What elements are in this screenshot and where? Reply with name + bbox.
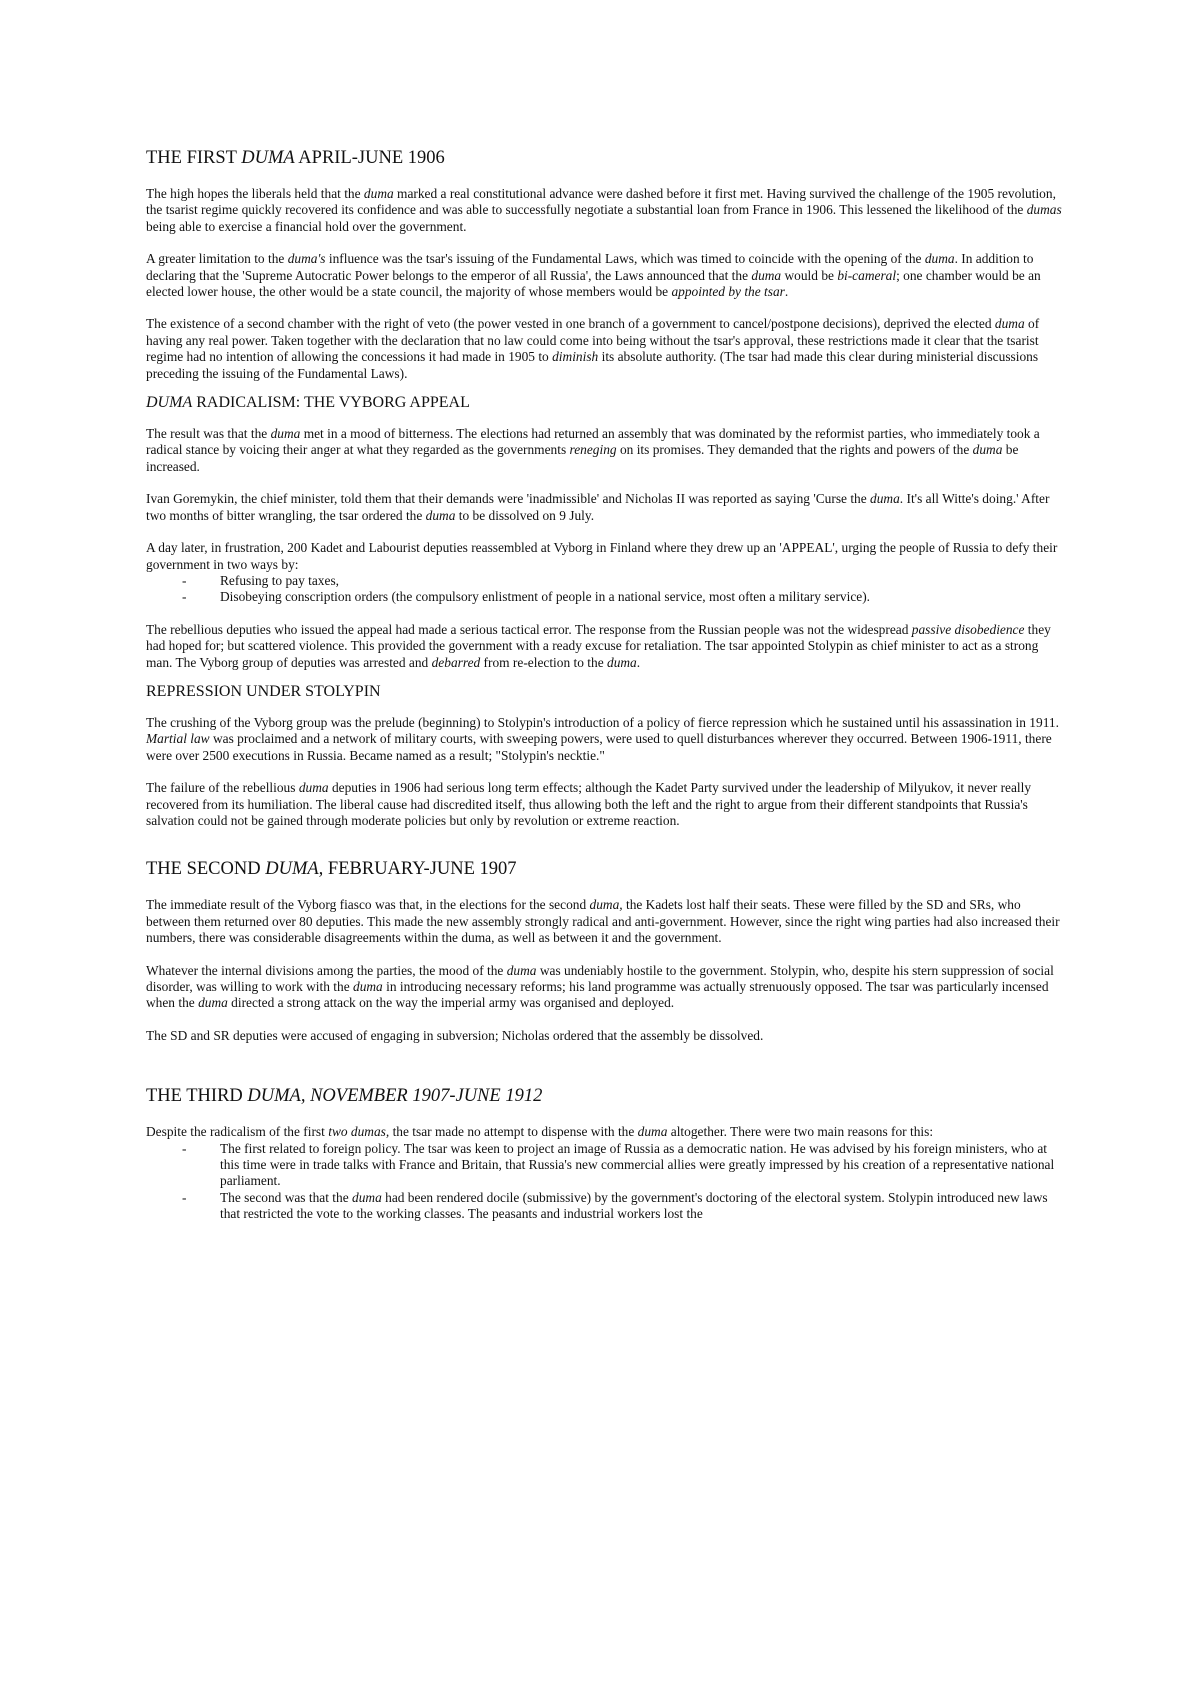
paragraph-second-chamber: The existence of a second chamber with the right of veto (the power vested in one branch of a government to cancel/postpone decisions), deprived the elected duma of having any real power. Taken together with the declaration that no law could come into being without the tsar's approval, these restrictions made it clear that the tsarist regime had no intention of allowing the concessions it had made in 1905 to diminish its absolute authority. (The tsar had made this clear during ministerial discussions preceding the issuing of the Fundamental Laws). [146, 316, 1040, 381]
reasons-list [146, 1141, 1062, 1223]
document-page [146, 146, 1062, 1223]
paragraph-tactical-error: The rebellious deputies who issued the appeal had made a serious tactical error. The response from the Russian people was not the widespread passive disobedience they had hoped for; but scattered violence. This provided the government with a ready excuse for retaliation. The tsar appointed Stolypin as chief minister to act as a strong man. The Vyborg group of deputies was arrested and debarred from re-election to the duma. [146, 621, 1051, 670]
heading-vyborg-appeal: DUMA RADICALISM: THE VYBORG APPEAL [146, 394, 470, 412]
heading-first-duma: THE FIRST DUMA APRIL-JUNE 1906 [146, 148, 445, 168]
paragraph-crushing-vyborg: The crushing of the Vyborg group was the prelude (beginning) to Stolypin's introduction of a policy of fierce repression which he sustained until his assassination in 1911. Martial law was proclaimed and a network of military courts, with sweeping powers, were used to quell disturbances wherever they occurred. Between 1906-1911, there were over 2500 executions in Russia. Became named as a result; "Stolypin's necktie." [146, 714, 1059, 763]
paragraph-radicalism: Despite the radicalism of the first two dumas, the tsar made no attempt to dispense with the duma altogether. There were two main reasons for this: [146, 1124, 934, 1140]
heading-second-duma: THE SECOND DUMA, FEBRUARY-JUNE 1907 [146, 859, 517, 880]
list-item: - Disobeying conscription orders (the compulsory enlistment of people in a national service, most often a military service). [220, 589, 1062, 605]
paragraph-high-hopes: The high hopes the liberals held that the duma marked a real constitutional advance were dashed before it first met. Having survived the challenge of the 1905 revolution, the tsarist regime quickly recovered its confidence and was able to successfully negotiate a substantial loan from France in 1906. This lessened the likelihood of the dumas being able to exercise a financial hold over the government. [146, 186, 1062, 234]
list-item: - The second was that the duma had been rendered docile (submissive) by the government's doctoring of the electoral system. Stolypin introduced new laws that restricted the vote to the working classes. The peasants and industrial workers lost the [220, 1190, 1062, 1223]
paragraph-goremykin: Ivan Goremykin, the chief minister, told them that their demands were 'inadmissible' and Nicholas II was reported as saying 'Curse the duma. It's all Witte's doing.' After two months of bitter wrangling, the tsar ordered the duma to be dissolved on 9 July. [146, 491, 1050, 523]
paragraph-failure-deputies: The failure of the rebellious duma deputies in 1906 had serious long term effects; although the Kadet Party survived under the leadership of Milyukov, it never really recovered from its humiliation. The liberal cause had discredited itself, thus allowing both the left and the right to argue from their different standpoints that Russia's salvation could not be gained through moderate policies but only by revolution or extreme reaction. [146, 780, 1032, 828]
paragraph-fundamental-laws: A greater limitation to the duma's influence was the tsar's issuing of the Fundamental Laws, which was timed to coincide with the opening of the duma. In addition to declaring that the 'Supreme Autocratic Power belongs to the emperor of all Russia', the Laws announced that the duma would be bi-cameral; one chamber would be an elected lower house, the other would be a state council, the majority of whose members would be appointed by the tsar. [146, 251, 1041, 300]
appeal-list [146, 573, 1062, 606]
paragraph-vyborg-deputies: A day later, in frustration, 200 Kadet and Labourist deputies reassembled at Vyborg in Finland where they drew up an 'APPEAL', urging the people of Russia to defy their government in two ways by: [146, 540, 1058, 572]
heading-third-duma: THE THIRD DUMA, NOVEMBER 1907-JUNE 1912 [146, 1086, 543, 1107]
paragraph-internal-divisions: Whatever the internal divisions among the parties, the mood of the duma was undeniably hostile to the government. Stolypin, who, despite his stern suppression of social disorder, was willing to work with the duma in introducing necessary reforms; his land programme was actually strenuously opposed. The tsar was particularly incensed when the duma directed a strong attack on the way the imperial army was organised and deployed. [146, 962, 1054, 1011]
paragraph-subversion: The SD and SR deputies were accused of engaging in subversion; Nicholas ordered that the assembly be dissolved. [146, 1027, 764, 1043]
list-item: - The first related to foreign policy. The tsar was keen to project an image of Russia as a democratic nation. He was advised by his foreign ministers, who at this time were in trade talks with France and Britain, that Russia's new commercial allies were greatly impressed by his creation of a representative national parliament. [220, 1141, 1062, 1190]
heading-repression-stolypin: REPRESSION UNDER STOLYPIN [146, 682, 381, 700]
paragraph-vyborg-fiasco: The immediate result of the Vyborg fiasco was that, in the elections for the second duma, the Kadets lost half their seats. These were filled by the SD and SRs, who between them returned over 80 deputies. This made the new assembly strongly radical and anti-government. However, since the right wing parties had also increased their numbers, there was considerable disagreements within the duma, as well as between it and the government. [146, 897, 1060, 946]
list-item: - Refusing to pay taxes, [220, 573, 1062, 589]
paragraph-mood-of-bitterness: The result was that the duma met in a mood of bitterness. The elections had returned an assembly that was dominated by the reformist parties, who immediately took a radical stance by voicing their anger at what they regarded as the governments reneging on its promises. They demanded that the rights and powers of the duma be increased. [146, 426, 1040, 474]
